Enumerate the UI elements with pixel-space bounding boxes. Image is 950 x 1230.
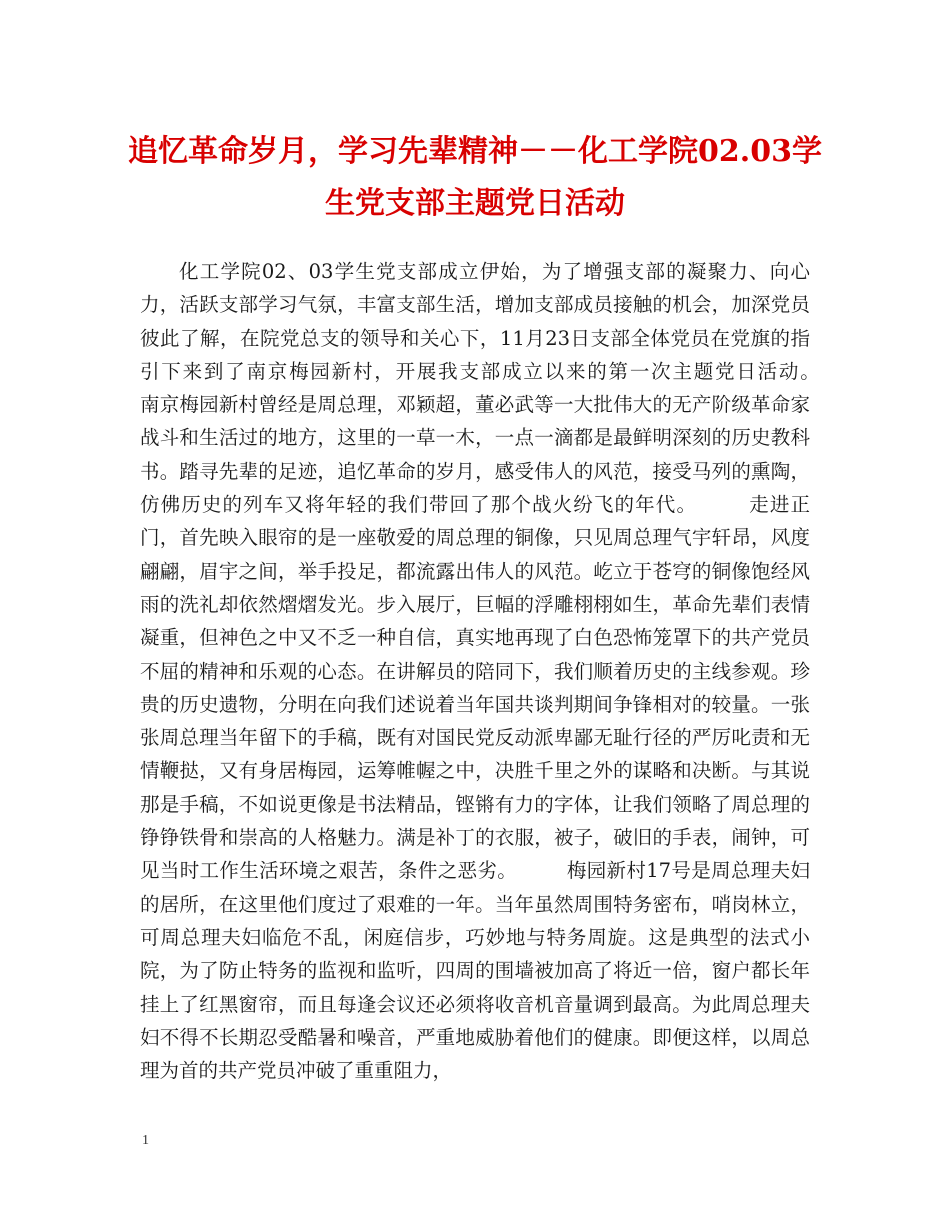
page-number: 1 [142,1133,149,1148]
document-title: 追忆革命岁月，学习先辈精神－－化工学院02.03学生党支部主题党日活动 [128,134,822,221]
body-paragraph: 化工学院02、03学生党支部成立伊始，为了增强支部的凝聚力、向心力，活跃支部学习气氛，丰富支部生活，增加支部成员接触的机会，加深党员彼此了解，在院党总支的领导和关心下，11月23日支部全体党员在党旗的指引下来到了南京梅园新村，开展我支部成立以来的第一次主题党日活动。 南京梅园新村曾经是周总理，邓颖超，董必武等一大批伟大的无产阶级革命家战斗和生活过的地方，这里的一草一木，一点一滴都是最鲜明深刻的历史教科书。踏寻先辈的足迹，追忆革命的岁月，感受伟人的风范，接受马列的熏陶，仿佛历史的列车又将年轻的我们带回了那个战火纷飞的年代。 走进正门，首先映入眼帘的是一座敬爱的周总理的铜像，只见周总理气宇轩昂，风度翩翩，眉宇之间，举手投足，都流露出伟人的风范。屹立于苍穹的铜像饱经风雨的洗礼却依然熠熠发光。步入展厅，巨幅的浮雕栩栩如生，革命先辈们表情凝重，但神色之中又不乏一种自信，真实地再现了白色恐怖笼罩下的共产党员不屈的精神和乐观的心态。在讲解员的陪同下，我们顺着历史的主线参观。珍贵的历史遗物，分明在向我们述说着当年国共谈判期间争锋相对的较量。一张张周总理当年留下的手稿，既有对国民党反动派卑鄙无耻行径的严厉叱责和无情鞭挞，又有身居梅园，运筹帷幄之中，决胜千里之外的谋略和决断。与其说那是手稿，不如说更像是书法精品，铿锵有力的字体，让我们领略了周总理的铮铮铁骨和崇高的人格魅力。满是补丁的衣服，被子，破旧的手表，闹钟，可见当时工作生活环境之艰苦，条件之恶劣。 梅园新村17号是周总理夫妇的居所，在这里他们度过了艰难的一年。当年虽然周围特务密布，哨岗林立，可周总理夫妇临危不乱，闲庭信步，巧妙地与特务周旋。这是典型的法式小院，为了防止特务的监视和监听，四周的围墙被加高了将近一倍，窗户都长年挂上了红黑窗帘，而且每逢会议还必须将收音机音量调到最高。为此周总理夫妇不得不长期忍受酷暑和噪音，严重地威胁着他们的健康。即便这样，以周总理为首的共产党员冲破了重重阻力， [140,260,869,1083]
